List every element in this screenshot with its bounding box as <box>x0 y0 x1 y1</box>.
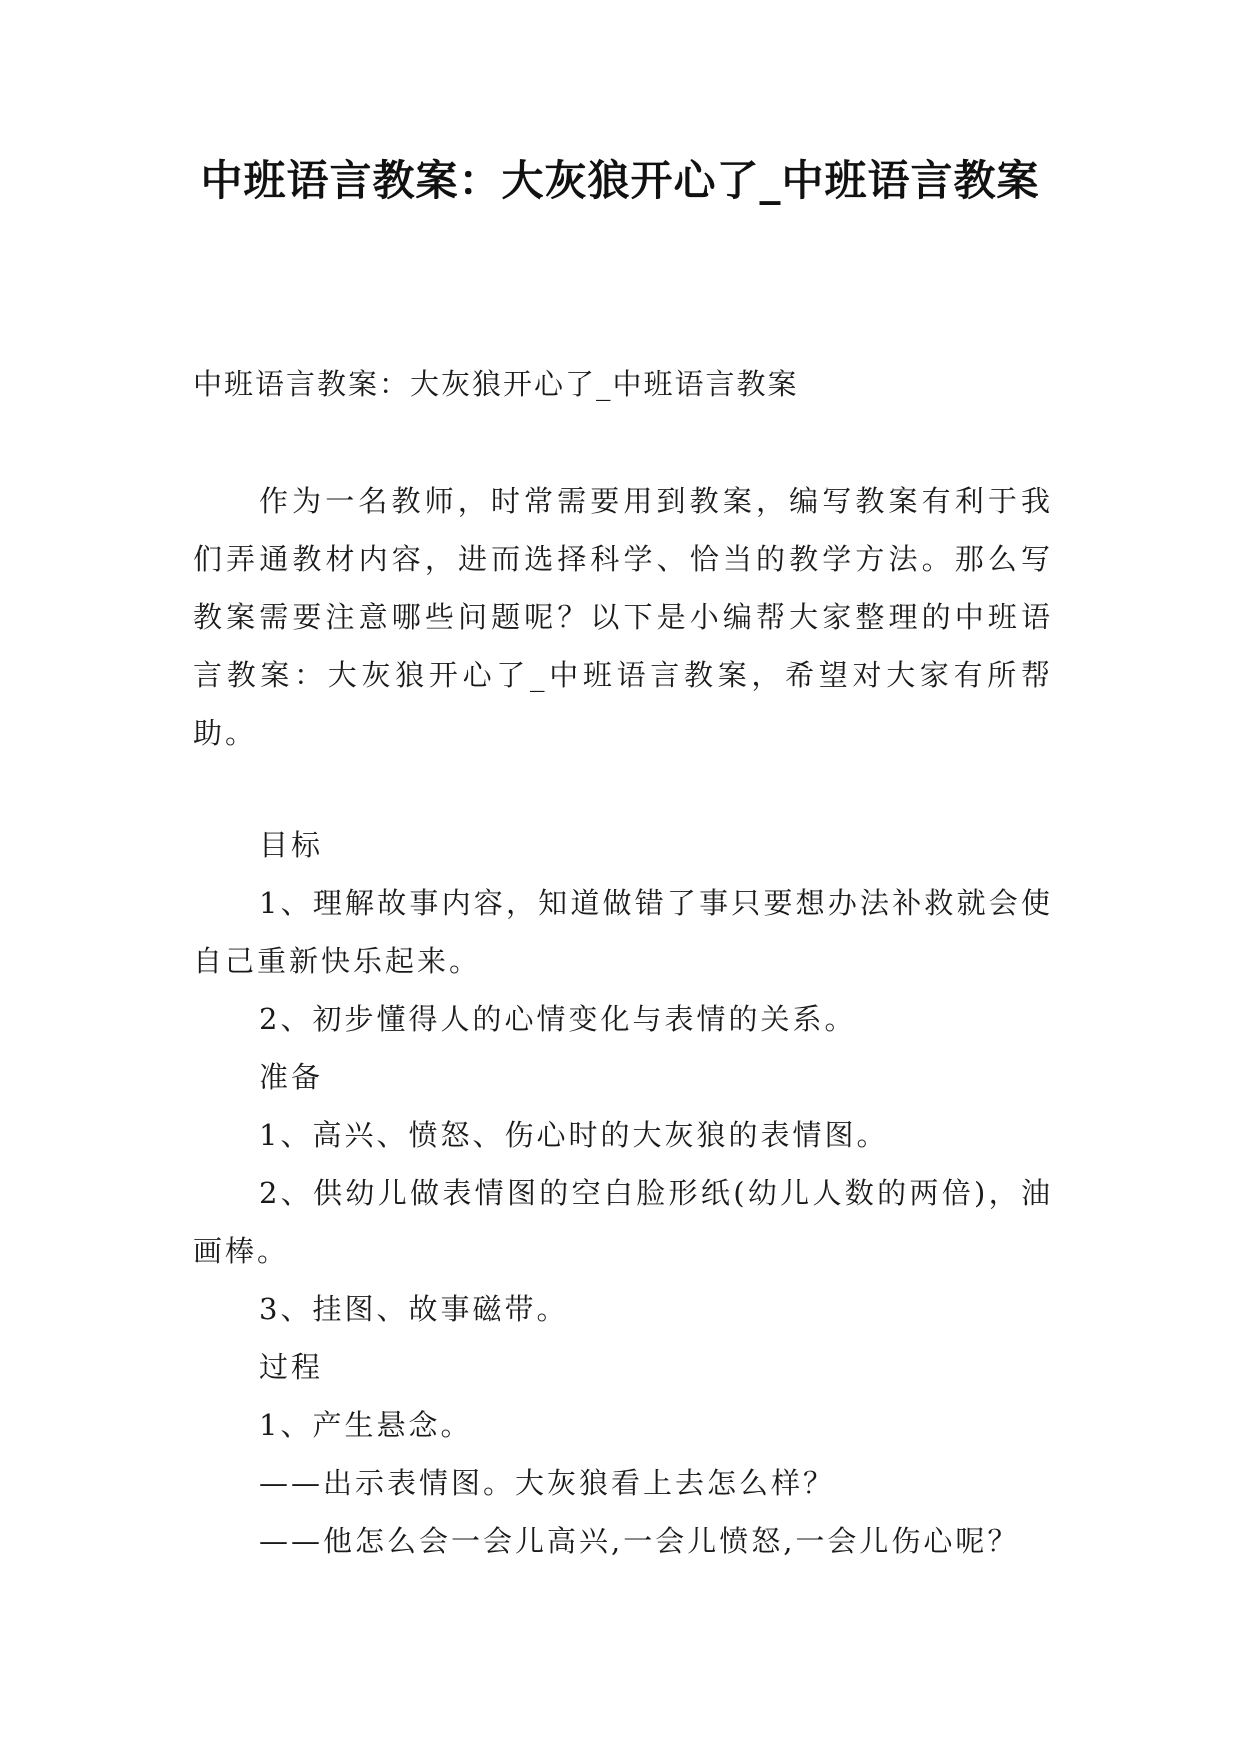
preparation-item: 1、高兴、愤怒、伤心时的大灰狼的表情图。 <box>259 1118 889 1152</box>
process-line: ——他怎么会一会儿高兴,一会儿愤怒,一会儿伤心呢？ <box>259 1524 1020 1558</box>
section-heading-preparation: 准备 <box>259 1060 324 1094</box>
goal-item: 2、初步懂得人的心情变化与表情的关系。 <box>259 1002 857 1036</box>
lesson-content <box>193 816 1053 1570</box>
section-heading-process: 过程 <box>259 1350 324 1384</box>
preparation-item: 3、挂图、故事磁带。 <box>259 1292 569 1326</box>
intro-paragraph: 作为一名教师，时常需要用到教案，编写教案有利于我们弄通教材内容，进而选择科学、恰当的教学方法。那么写教案需要注意哪些问题呢？以下是小编帮大家整理的中班语言教案：大灰狼开心了_中班语言教案，希望对大家有所帮助。 <box>193 484 1053 750</box>
section-heading-goals: 目标 <box>259 828 324 862</box>
process-item: 1、产生悬念。 <box>259 1408 473 1442</box>
document-title: 中班语言教案：大灰狼开心了_中班语言教案 <box>200 156 1040 205</box>
goal-item: 1、理解故事内容，知道做错了事只要想办法补救就会使自己重新快乐起来。 <box>193 886 1053 978</box>
preparation-item: 2、供幼儿做表情图的空白脸形纸(幼儿人数的两倍)，油画棒。 <box>193 1176 1053 1268</box>
document-subtitle: 中班语言教案：大灰狼开心了_中班语言教案 <box>193 367 799 401</box>
process-line: ——出示表情图。大灰狼看上去怎么样？ <box>259 1466 836 1500</box>
